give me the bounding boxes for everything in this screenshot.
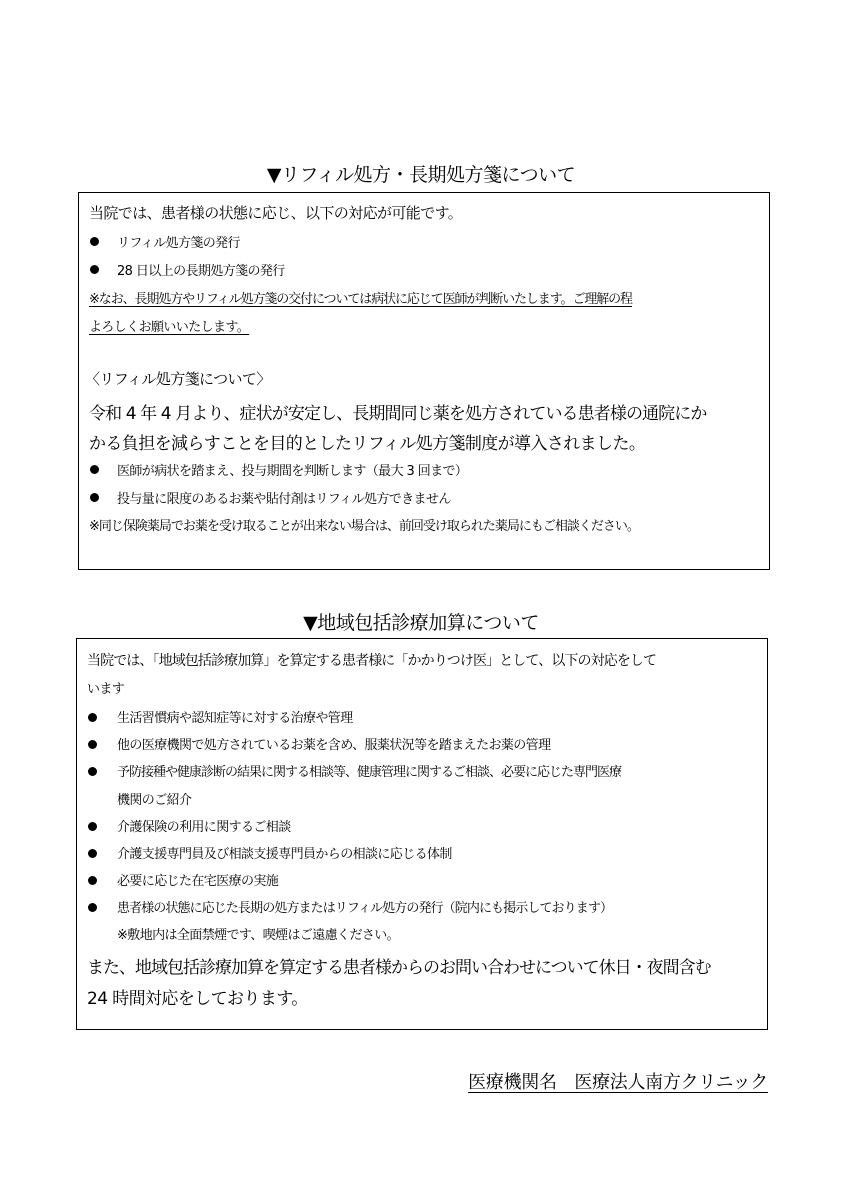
refill-paragraph-line2: かる負担を減らすことを目的としたリフィル処方箋制度が導入されました。 bbox=[89, 434, 646, 454]
care-bullet-2: 他の医療機関で処方されているお薬を含め、服薬状況等を踏まえたお薬の管理 bbox=[117, 738, 551, 753]
bullet-icon bbox=[90, 493, 99, 502]
care-bullet-6: 必要に応じた在宅医療の実施 bbox=[117, 874, 279, 889]
care-bullet-7: 患者様の状態に応じた長期の処方またはリフィル処方の発行（院内にも掲示しております） bbox=[117, 901, 613, 916]
section1-bullet-1: リフィル処方箋の発行 bbox=[117, 236, 240, 251]
section2-intro-line1: 当院では、「地域包括診療加算」を算定する患者様に「かかりつけ医」として、以下の対応をして bbox=[87, 653, 657, 669]
care-bullet-4: 介護保険の利用に関するご相談 bbox=[117, 820, 291, 835]
refill-paragraph-line1: 令和 4 年 4 月より、症状が安定し、長期間同じ薬を処方されている患者様の通院にか bbox=[89, 404, 707, 424]
section1-note-line1: ※なお、長期処方やリフィル処方箋の交付については病状に応じて医師が判断いたします。ご理解の程 bbox=[89, 292, 632, 307]
smoking-note: ※敷地内は全面禁煙です、喫煙はご遠慮ください。 bbox=[117, 928, 400, 943]
community-care-box bbox=[76, 638, 768, 1030]
refill-note: ※同じ保険薬局でお薬を受け取ることが出来ない場合は、前回受け取られた薬局にもご相談ください。 bbox=[89, 519, 639, 534]
care-bullet-5: 介護支援専門員及び相談支援専門員からの相談に応じる体制 bbox=[117, 847, 452, 862]
refill-info-box bbox=[78, 192, 770, 570]
clinic-name: 医療機関名 医療法人南方クリニック bbox=[468, 1072, 768, 1093]
bullet-icon bbox=[90, 237, 99, 246]
bullet-icon bbox=[88, 903, 97, 912]
section2-intro-line2: います bbox=[87, 682, 125, 697]
bullet-icon bbox=[88, 767, 97, 776]
bullet-icon bbox=[88, 713, 97, 722]
care-bullet-3-continued: 機関のご紹介 bbox=[117, 793, 192, 808]
refill-bullet-1: 医師が病状を踏まえ、投与期間を判断します（最大 3 回まで） bbox=[117, 464, 468, 479]
section2-heading: ▼地域包括診療加算について bbox=[303, 612, 539, 634]
bullet-icon bbox=[90, 265, 99, 274]
bullet-icon bbox=[88, 740, 97, 749]
care-bullet-3: 予防接種や健康診断の結果に関する相談等、健康管理に関するご相談、必要に応じた専門医療 bbox=[117, 765, 622, 780]
section1-bullet-2: 28 日以上の長期処方箋の発行 bbox=[117, 264, 285, 279]
refill-subheading: 〈リフィル処方箋について〉 bbox=[85, 370, 271, 388]
closing-line2: 24 時間対応をしております。 bbox=[87, 989, 308, 1009]
section1-heading: ▼リフィル処方・長期処方箋について bbox=[266, 164, 576, 186]
care-bullet-1: 生活習慣病や認知症等に対する治療や管理 bbox=[117, 711, 353, 726]
closing-line1: また、地域包括診療加算を算定する患者様からのお問い合わせについて休日・夜間含む bbox=[87, 958, 711, 978]
bullet-icon bbox=[90, 465, 99, 474]
bullet-icon bbox=[88, 876, 97, 885]
bullet-icon bbox=[88, 849, 97, 858]
section1-intro: 当院では、患者様の状態に応じ、以下の対応が可能です。 bbox=[89, 204, 463, 222]
bullet-icon bbox=[88, 822, 97, 831]
section1-note-line2: よろしくお願いいたします。 bbox=[89, 320, 250, 335]
refill-bullet-2: 投与量に限度のあるお薬や貼付剤はリフィル処方できません bbox=[117, 492, 451, 507]
